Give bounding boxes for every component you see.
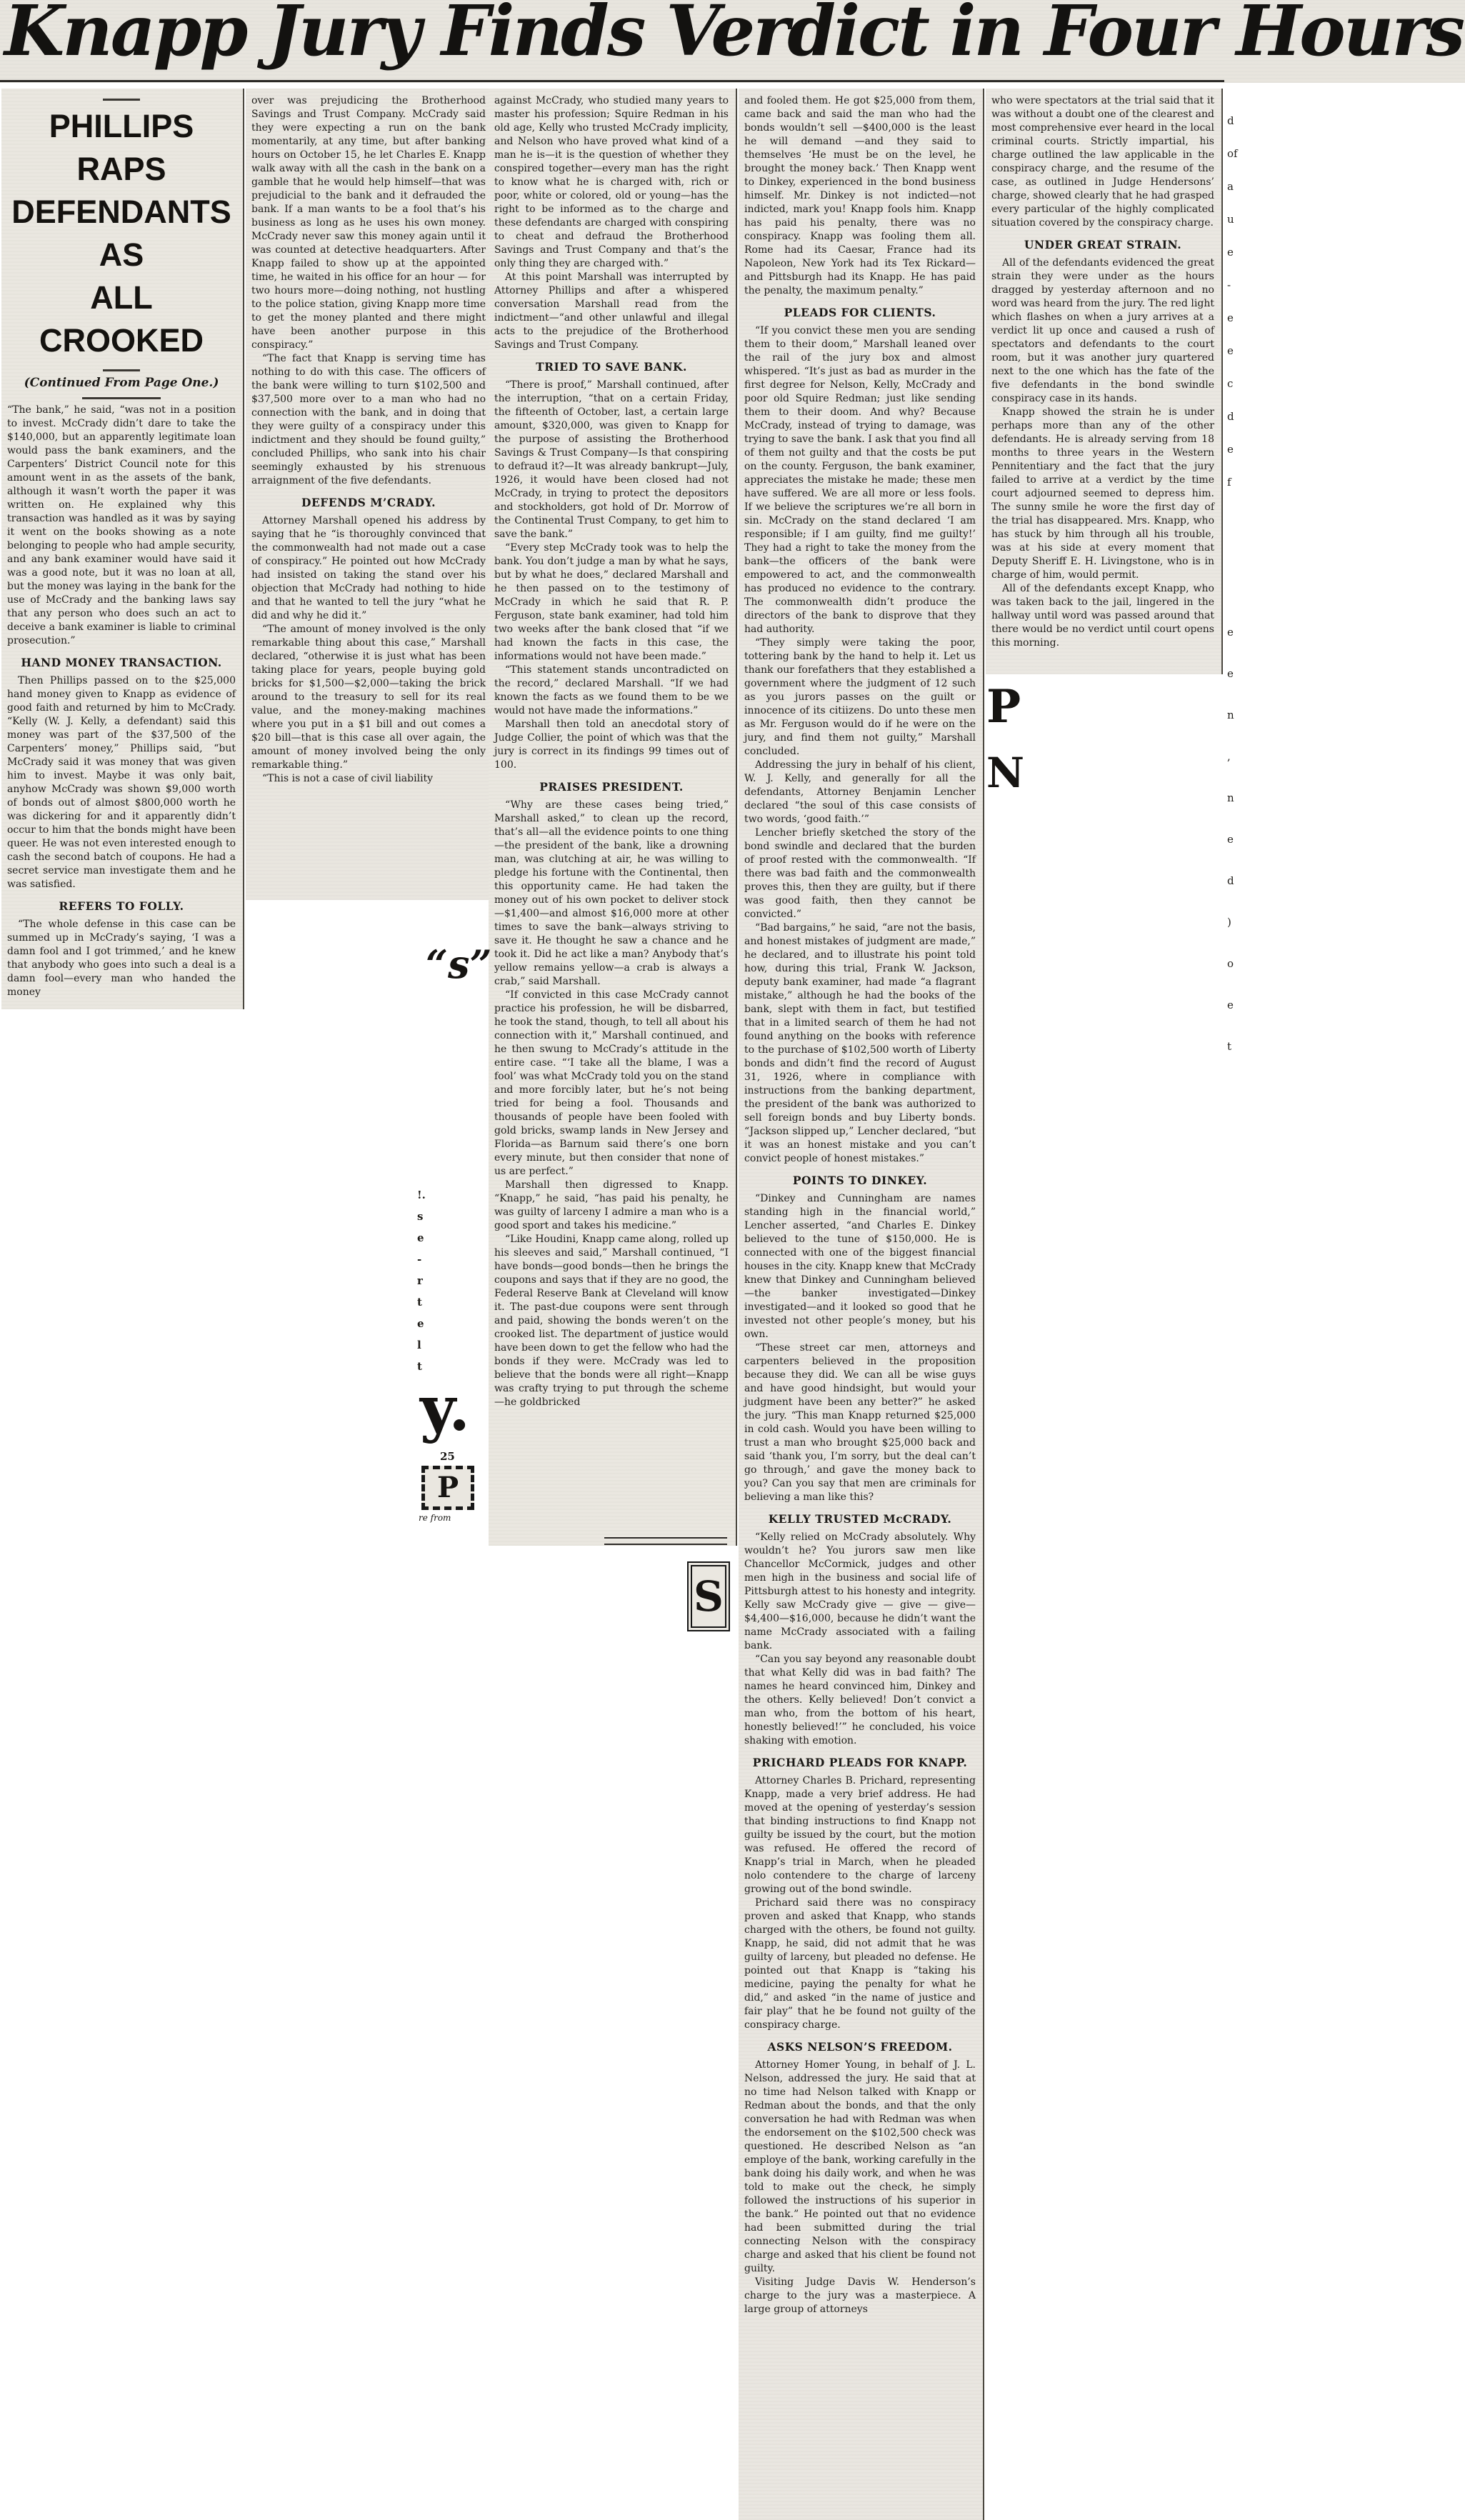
article-paragraph: Prichard said there was no conspiracy proven and asked that Knapp, who stands charged with the others, be found not guilty. Knapp, he said, did not admit that he was guilty of larceny, but pleaded no defense. He pointed out that Knapp is “taking his medicine, paying the penalty for what he did,” and asked “in the name of justice and fair play” that he be found not guilty of the conspiracy charge. (744, 1897, 976, 2031)
torn-letter: l (417, 1339, 421, 1351)
column-headline (7, 105, 236, 362)
divider-rule (82, 397, 161, 399)
news-column-2 (246, 89, 494, 900)
news-column-5 (986, 89, 1223, 674)
torn-letter: !. (417, 1189, 426, 1201)
torn-letter: - (417, 1253, 422, 1266)
clipping-fragment-boxed-s: S (687, 1561, 730, 1631)
section-subhead: HAND MONEY TRANSACTION. (21, 656, 222, 669)
article-paragraph: Knapp showed the strain he is under perhaps more than any of the other defendants. He is already serving from 18 months to three years in the Western Pennitentiary and the fact that the jury failed to arrive at a verdict by the time court adjourned seemed to depress him. The sunny smile he wore the first day of the trial has disappeared. Mrs. Knapp, who has stuck by him through all his trouble, was at his side at every moment that Deputy Sheriff E. H. Livingstone, who is in charge of him, would permit. (991, 406, 1214, 581)
torn-letter: e (1227, 999, 1234, 1011)
article-paragraph: “These street car men, attorneys and carpenters believed in the proposition because they did. We can all be wise guys and have good hindsight, but would your judgment have been any better?” he asked the jury. “This man Knapp returned $25,000 in cold cash. Would you have been willing to trust a man who brought $25,000 back and said ‘thank you, I’m sorry, but the deal can’t go through,’ and gave the money back to you? Can you say that men are criminals for believing a man like this? (744, 1342, 976, 1503)
article-end-rule (604, 1537, 727, 1545)
torn-letter: e (1227, 626, 1234, 639)
clipping-fragment-boxed-p: P (421, 1466, 474, 1510)
section-subhead: UNDER GREAT STRAIN. (1024, 238, 1182, 251)
article-paragraph: Lencher briefly sketched the story of the bond swindle and declared that the burden of proof rested with the commonwealth. “If there was bad faith and the commonwealth proves this, then they are guilty, but if there was good faith, then they cannot be convicted.” (744, 827, 976, 920)
article-paragraph: Visiting Judge Davis W. Henderson’s charge to the jury was a masterpiece. A large group of attorneys (744, 2276, 976, 2315)
article-paragraph: against McCrady, who studied many years to master his profession; Squire Redman in his old age, Kelly who trusted McCrady implicity, and Nelson who have proved what kind of a man he is—it is the question of whether they conspired together—every man has the right to know what he is charged with, rich or poor, white or colored, old or young—has the right to be informed as to the charge and these defendants are charged with conspiring to cheat and defraud the Brotherhood Savings and Trust Company and that’s the only thing they are charged with.” (494, 95, 729, 269)
article-paragraph: “If you convict these men you are sending them to their doom,” Marshall leaned over the rail of the jury box and almost whispered. “It’s just as bad as murder in the first degree for Nelson, Kelly, McCrady and poor old Squire Redman; just like sending them to their doom. And why? Because McCrady, instead of trying to damage, was trying to save the bank. I ask that you find all of them not guilty and that the costs be put on the county. Ferguson, the bank examiner, appreciates the mistake he made; these men have suffered. We are all more or less fools. If we believe the scriptures we’re all born in sin. McCrady on the stand declared ‘I am responsible; if I am guilty, find me guilty!’ They had a right to take the money from the bank—the officers of the bank were empowered to act, and the commonwealth has produced no evidence to the contrary. The commonwealth didn’t produce the directors of the bank to disprove that they had authority. (744, 325, 976, 635)
article-paragraph: “The whole defense in this case can be summed up in McCrady’s saying, ‘I was a damn fool and I got trimmed,’ and he knew that anybody who goes into such a deal is a damn fool—every man who handed the money (7, 919, 236, 998)
article-paragraph: All of the defendants except Knapp, who was taken back to the jail, lingered in the hallway until word was passed around that there would be no verdict until court opens this morning. (991, 583, 1214, 649)
article-paragraph: Then Phillips passed on to the $25,000 hand money given to Knapp as evidence of good faith and returned by him to McCrady. “Kelly (W. J. Kelly, a defendant) said this money was part of the $37,500 of the Carpenters’ money,” Phillips said, “but McCrady said it was money that was given him to invest. Maybe it was only bait, anyhow McCrady was shown $9,000 worth of bonds out of almost $800,000 worth he was dickering for and it apparently didn’t occur to him that the bonds might have been queer. He was not even interested enough to cash the second batch of coupons. He had a secret service man investigate them and he was satisfied. (7, 675, 236, 890)
torn-letter: ) (1227, 916, 1231, 929)
torn-letter: d (1227, 410, 1234, 423)
news-column-1 (1, 89, 244, 1009)
section-subhead: PRICHARD PLEADS FOR KNAPP. (752, 1756, 968, 1769)
torn-letter: t (417, 1296, 422, 1309)
section-subhead: PLEADS FOR CLIENTS. (784, 306, 936, 319)
torn-letter: e (1227, 833, 1234, 846)
section-subhead: KELLY TRUSTED McCRADY. (768, 1512, 952, 1526)
torn-edge-letters-right-bottom (1227, 611, 1243, 1067)
divider-rule (103, 369, 140, 371)
torn-letter: n (1227, 709, 1234, 721)
torn-letter: of (1227, 147, 1238, 160)
article-paragraph: Addressing the jury in behalf of his client, W. J. Kelly, and generally for all the defendants, Attorney Benjamin Lencher declared “the soul of this case consists of two words, ‘good faith.’” (744, 759, 976, 825)
clipping-fragment-cap-p: P (986, 680, 1021, 734)
section-subhead: TRIED TO SAVE BANK. (536, 360, 687, 374)
article-paragraph: At this point Marshall was interrupted by Attorney Phillips and after a whispered conversation Marshall read from the indictment—“and other unlawful and illegal acts to the prejudice of the Brotherhood Savings and Trust Company. (494, 271, 729, 351)
article-paragraph: Attorney Homer Young, in behalf of J. L. Nelson, addressed the jury. He said that at no time had Nelson talked with Knapp or Redman about the bonds, and that the only conversation he had with Redman was when the endorsement on the $102,500 check was questioned. He described Nelson as “an employe of the bank, working carefully in the bank doing his daily work, and when he was told to make out the check, he simply followed the instructions of his superior in the bank.” He pointed out that no evidence had been submitted during the trial connecting Nelson with the conspiracy charge and asked that his client be found not guilty. (744, 2059, 976, 2274)
clipping-fragment-25: 25 (440, 1450, 455, 1463)
article-paragraph: who were spectators at the trial said that it was without a doubt one of the clearest and most comprehensive ever heard in the local criminal courts. Strictly impartial, his charge outlined the law applicable in the conspiracy charge, and the resume of the case, as outlined in Judge Hendersons’ charge, showed clearly that he had grasped every particular of the highly complicated situation covered by the conspiracy charge. (991, 95, 1214, 229)
torn-letter: , (1227, 750, 1231, 763)
article-paragraph: “This is not a case of civil liability (262, 773, 434, 784)
torn-letter: r (417, 1274, 423, 1287)
article-paragraph: “The amount of money involved is the only remarkable thing about this case,” Marshall declared, “otherwise it is just what has been taking place for years, people buying gold bricks for $1,500—$2,000—taking the brick around to the treasury to sell for its real value, and the money-making machines where you put in a $1 bill and out comes a $20 bill—that is this case all over again, the amount of money involved being the only remarkable thing.” (251, 624, 486, 771)
clipping-fragment-cap-n: N (986, 749, 1025, 797)
torn-edge-letters-center (417, 1184, 433, 1377)
article-paragraph: “Dinkey and Cunningham are names standing high in the financial world,” Lencher asserted, “and Charles E. Dinkey believed to the tune of $150,000. He is connected with one of the biggest financial houses in the city. Knapp knew that McCrady knew that Dinkey and Cunningham believed—the banker investigated—Dinkey investigated—and it looked so good that he invested not other people’s money, but his own. (744, 1193, 976, 1340)
clipping-fragment-refrom: re from (419, 1513, 451, 1523)
torn-letter: e (1227, 443, 1234, 456)
clipping-fragment-y: y. (420, 1373, 471, 1445)
section-subhead: REFERS TO FOLLY. (59, 899, 184, 913)
main-headline: Knapp Jury Finds Verdict in Four Hours (4, 0, 1464, 71)
section-subhead: PRAISES PRESIDENT. (539, 780, 684, 794)
article-paragraph: “The bank,” he said, “was not in a position to invest. McCrady didn’t dare to take the $140,000, but an apparently legitimate loan would pass the bank examiners, and the Carpenters’ District Council note for this amount went in as the assets of the bank, although it wasn’t worth the paper it was written on. He explained why this transaction was handled as it was by saying it went on the books showing as a note belonging to people who had ample security, and any bank examiner would have said it was a good note, but it was no loan at all, but the money was laying in the bank for the use of McCrady and the banking laws say that any person who does such an act to deceive a bank examiner is liable to criminal prosecution.” (7, 404, 236, 646)
article-paragraph: Attorney Charles B. Prichard, representing Knapp, made a very brief address. He had moved at the opening of yesterday’s session that binding instructions to find Knapp not guilty be issued by the court, but the motion was refused. He offered the record of Knapp’s trial in March, when he pleaded nolo contendere to the charge of larceny growing out of the bond swindle. (744, 1775, 976, 1895)
torn-letter: a (1227, 180, 1234, 193)
news-column-4 (739, 89, 984, 2520)
article-paragraph: “This statement stands uncontradicted on the record,” declared Marshall. “If we had known the facts as we found them to be we would not have made the informations.” (494, 664, 729, 716)
torn-letter: d (1227, 874, 1234, 887)
torn-letter: c (1227, 377, 1234, 390)
article-paragraph: “Kelly relied on McCrady absolutely. Why wouldn’t he? You jurors saw men like Chancellor McCormick, judges and other men high in the business and social life of Pittsburgh attest to his honesty and integrity. Kelly saw McCrady give — give — give—$4,400—$16,000, because he didn’t want the name McCrady associated with a failing bank. (744, 1531, 976, 1651)
torn-letter: e (1227, 344, 1234, 357)
torn-edge-letters-right-top (1227, 104, 1243, 499)
column-headline-line: PHILLIPS RAPS (49, 108, 194, 187)
article-paragraph: “Like Houdini, Knapp came along, rolled up his sleeves and said,” Marshall continued, “I have bonds—good bonds—then he brings the coupons and says that if they are no good, the Federal Reserve Bank at Cleveland will know it. The past-due coupons were sent through and paid, showing the bonds weren’t on the crooked list. The department of justice would have been down to get the fellow who had the bonds if they were. McCrady was led to believe that the bonds were all right—Knapp was crafty trying to put through the scheme—he goldbricked (494, 1234, 729, 1408)
article-paragraph: and fooled them. He got $25,000 from them, came back and said the man who had the bonds wouldn’t sell —$400,000 is the least he will demand —and they said to themselves ‘He must be on the level, he brought the money back.’ Then Knapp went to Dinkey, experienced in the bond business himself. Mr. Dinkey is not indicted—not indicted, mark you! Knapp fools him. Knapp has paid his penalty, there was no conspiracy. Knapp was fooling them all. Rome had its Caesar, France had its Napoleon, New York had its Tex Rickard—and Pittsburgh had its Knapp. He has paid the penalty, the maximum penalty.” (744, 95, 976, 296)
article-paragraph: “Why are these cases being tried,” Marshall asked,” to clean up the record, that’s all—all the evidence points to one thing—the president of the bank, like a drowning man, was clutching at air, he was willing to pledge his fortune with the Continental, then this opportunity came. He had taken the money out of his own pocket to deliver stock—$1,400—and almost $16,000 more at other times to save the bank—always striving to save it. He thought he saw a chance and he took it. Did he act like a man? Anybody that’s yellow remains yellow—a crab is always a crab,” said Marshall. (494, 799, 729, 987)
torn-letter: d (1227, 114, 1234, 127)
article-paragraph: “Every step McCrady took was to help the bank. You don’t judge a man by what he says, but by what he does,” declared Marshall and he then passed on to the testimony of McCrady in which he said that R. P. Ferguson, state bank examiner, had told him two weeks after the bank closed that “if we had known the facts in this case, the informations would not have been made.” (494, 542, 729, 662)
torn-letter: e (1227, 311, 1234, 324)
article-paragraph: Attorney Marshall opened his address by saying that he “is thoroughly convinced that the commonwealth had not made out a case of conspiracy.” He pointed out how McCrady had insisted on taking the stand over his objection that McCrady had nothing to hide and that he wanted to tell the jury “what he did and why he did it.” (251, 515, 486, 621)
article-paragraph: “The fact that Knapp is serving time has nothing to do with this case. The officers of the bank were willing to turn $102,500 and $37,500 more over to a man who had no connection with the bank, and in doing that they were guilty of a conspiracy under this indictment and they should be found guilty,” concluded Phillips, who sank into his chair seemingly exhausted by his strenuous arraignment of the five defendants. (251, 353, 486, 486)
article-paragraph: Marshall then digressed to Knapp. “Knapp,” he said, “has paid his penalty, he was guilty of larceny I admire a man who is a good sport and takes his medicine.” (494, 1179, 729, 1231)
torn-letter: o (1227, 957, 1234, 970)
clipping-fragment-quote-s: “s” (426, 941, 492, 987)
article-paragraph: “If convicted in this case McCrady cannot practice his profession, he will be disbarred, he took the stand, though, to tell all about his connection with it,” Marshall continued, and he then swung to McCrady’s attitude in the entire case. “‘I take all the blame, I was a fool’ was what McCrady told you on the stand and more forcibly later, but he’s not being tried for being a fool. Thousands and thousands of people have been fooled with gold bricks, swamp lands in New Jersey and Florida—as Barnum said there’s one born every minute, but then consider that none of us are perfect.” (494, 989, 729, 1177)
headline-rule (0, 80, 1224, 82)
torn-letter: e (1227, 667, 1234, 680)
torn-letter: - (1227, 279, 1231, 291)
section-subhead: DEFENDS M’CRADY. (301, 496, 436, 509)
article-paragraph: “They simply were taking the poor, tottering bank by the hand to help it. Let us thank our forefathers that they established a government where the judgment of 12 such as you jurors passes on the guilt or innocence of its citiizens. Do unto these men as Mr. Ferguson would do if he were on the jury, and find them not guilty,” Marshall concluded. (744, 637, 976, 757)
torn-letter: n (1227, 791, 1234, 804)
torn-letter: t (1227, 1040, 1232, 1053)
torn-letter: e (1227, 246, 1234, 259)
continued-line: (Continued From Page One.) (24, 376, 219, 390)
torn-letter: u (1227, 213, 1234, 226)
column-headline-line: ALL CROOKED (39, 279, 204, 359)
article-paragraph: Marshall then told an anecdotal story of Judge Collier, the point of which was that the jury is correct in its findings 99 times out of 100. (494, 719, 729, 771)
section-subhead: ASKS NELSON’S FREEDOM. (767, 2040, 953, 2054)
torn-letter: e (417, 1231, 424, 1244)
article-paragraph: All of the defendants evidenced the great strain they were under as the hours dragged by yesterday afternoon and no word was heard from the jury. The red light which flashes on when a jury arrives at a verdict lit up once and caused a rush of spectators and defendants to the court room, but it was another jury quartered next to the one which has the fate of the five defendants in the bond swindle conspiracy case in its hands. (991, 257, 1214, 404)
torn-letter: t (417, 1360, 422, 1373)
headline-banner (0, 0, 1465, 83)
article-paragraph: “Bad bargains,” he said, “are not the basis, and honest mistakes of judgment are made,” he declared, and to illustrate his point told how, during this trial, Frank W. Jackson, deputy bank examiner, had made “a flagrant mistake,” although he had the books of the bank, slept with them in fact, but testified that in a limited search of them he had not found anything on the books with reference to the purchase of $102,500 worth of Liberty bonds and didn’t find the record of August 31, 1926, where in compliance with instructions from the banking department, the president of the bank was authorized to sell foreign bonds and buy Liberty bonds. “Jackson slipped up,” Lencher declared, “but it was an honest mistake and you can’t convict people of honest mistakes.” (744, 922, 976, 1164)
torn-letter: f (1227, 476, 1231, 489)
article-paragraph: over was prejudicing the Brotherhood Savings and Trust Company. McCrady said they were expecting a run on the bank momentarily, at any time, but after banking hours on October 15, he let Charles E. Knapp walk away with all the cash in the bank on a gamble that he would help himself—that was prejudicial to the bank and it defrauded the bank. If a man wants to be a fool that’s his business as long as he uses his own money. McCrady never saw this money again until it was counted at detective headquarters. After Knapp failed to show up at the appointed time, he waited in his office for an hour — for two hours more—doing nothing, not hustling to the police station, giving Knapp more time to get the money planted and there might have been another purpose in this conspiracy.” (251, 95, 486, 351)
article-paragraph: “There is proof,” Marshall continued, after the interruption, “that on a certain Friday, the fifteenth of October, last, a certain large amount, $320,000, was given to Knapp for the purpose of assisting the Brotherhood Savings & Trust Company—Is that conspiring to defraud it?—It was already bankrupt—July, 1926, it would have been closed had not McCrady, in trying to protect the depositors and stockholders, got hold of Dr. Morrow of the Continental Trust Company, to get him to save the bank.” (494, 379, 729, 540)
divider-rule (103, 99, 140, 101)
section-subhead: POINTS TO DINKEY. (792, 1174, 928, 1187)
torn-letter: s (417, 1210, 424, 1223)
torn-letter: e (417, 1317, 424, 1330)
news-column-3 (489, 89, 737, 1546)
column-headline-line: DEFENDANTS AS (11, 194, 231, 273)
article-paragraph: “Can you say beyond any reasonable doubt that what Kelly did was in bad faith? The names he heard convinced him, Dinkey and the others. Kelly believed! Don’t convict a man who, from the bottom of his heart, honestly believed!’” he concluded, his voice shaking with emotion. (744, 1654, 976, 1746)
